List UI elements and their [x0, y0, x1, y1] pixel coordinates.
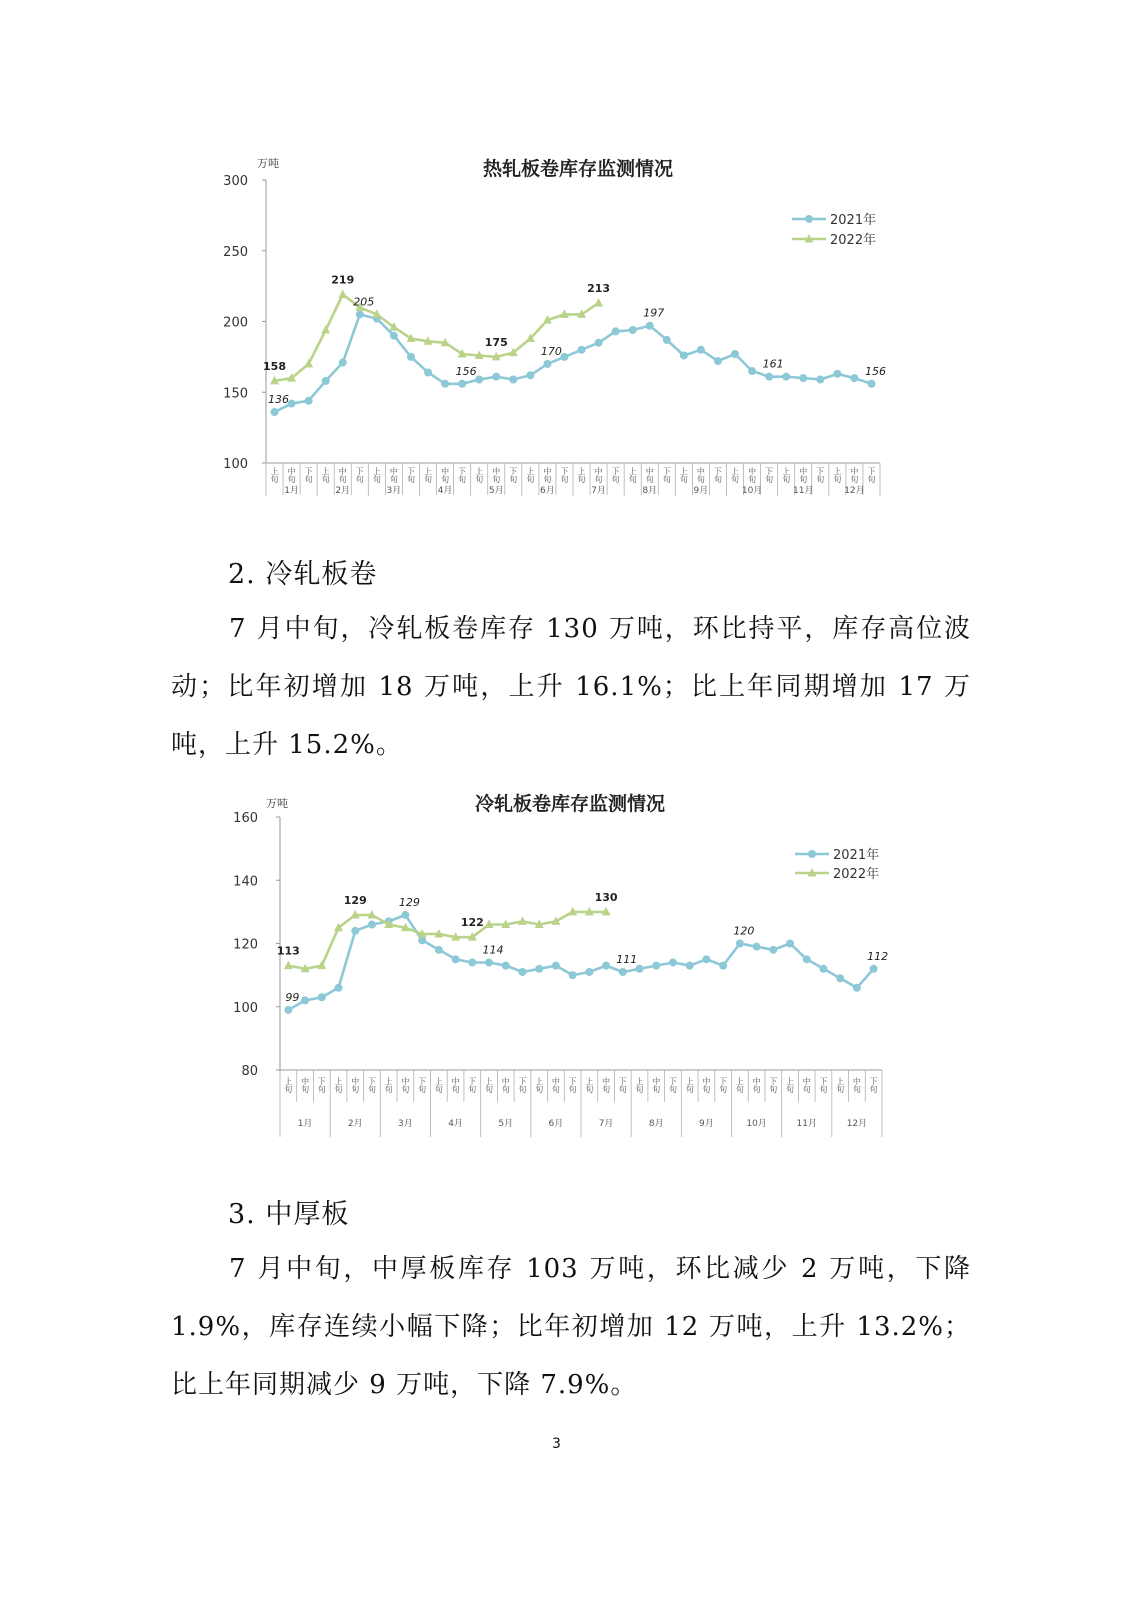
x-tick-label: 下旬	[713, 467, 723, 483]
series-1-point	[833, 370, 841, 378]
legend-marker-circle	[808, 850, 816, 858]
data-label: 130	[594, 890, 618, 904]
y-tick-label: 100	[223, 457, 248, 472]
x-tick-label: 下旬	[815, 467, 825, 483]
series-1-point	[799, 374, 807, 382]
month-label: 4月	[448, 1119, 463, 1129]
data-label: 122	[460, 916, 484, 930]
x-tick-label: 上旬	[835, 1077, 845, 1093]
x-tick-label: 下旬	[718, 1077, 728, 1093]
x-tick-label: 上旬	[484, 1077, 494, 1093]
series-1-point	[569, 971, 577, 979]
x-tick-label: 上旬	[832, 467, 842, 483]
series-1-point	[714, 357, 722, 365]
paragraph-cold-rolled: 7 月中旬，冷轧板卷库存 130 万吨，环比持平，库存高位波动；比年初增加 18 万吨，上升 16.1%；比上年同期增加 17 万吨，上升 15.2%。	[171, 614, 971, 760]
series-1-point	[669, 958, 677, 966]
x-tick-label: 下旬	[508, 467, 518, 483]
series-1-point	[543, 360, 551, 368]
series-1-point	[816, 376, 824, 384]
legend-label: 2021年	[833, 848, 880, 863]
series-1-point	[652, 962, 660, 970]
month-label: 2月	[335, 486, 351, 496]
x-tick-label: 中旬	[852, 1077, 862, 1093]
series-1-point	[786, 940, 794, 948]
series-2-point	[338, 290, 347, 299]
series-1-point	[526, 371, 534, 379]
month-label: 9月	[699, 1119, 714, 1129]
x-tick-label: 下旬	[764, 467, 774, 483]
series-1-point	[736, 940, 744, 948]
page-number: 3	[552, 1436, 561, 1452]
data-label: 197	[643, 306, 665, 320]
month-label: 12月	[844, 486, 865, 496]
series-1-point	[339, 359, 347, 367]
month-label: 12月	[846, 1119, 868, 1129]
series-2-point	[518, 916, 527, 925]
x-tick-label: 中旬	[752, 1077, 762, 1093]
x-tick-label: 上旬	[534, 1077, 544, 1093]
month-label: 9月	[693, 486, 709, 496]
chart-title: 冷轧板卷库存监测情况	[474, 793, 666, 815]
data-label: 136	[268, 393, 290, 407]
series-1-point	[452, 955, 460, 963]
legend-label: 2022年	[830, 233, 877, 248]
series-1-point	[663, 336, 671, 344]
x-tick-label: 中旬	[798, 467, 808, 483]
x-tick-label: 中旬	[300, 1077, 310, 1093]
y-tick-label: 80	[241, 1064, 258, 1079]
series-1-point	[850, 374, 858, 382]
series-line-1	[288, 915, 873, 1010]
x-tick-label: 下旬	[417, 1077, 427, 1093]
series-1-point	[502, 962, 510, 970]
legend-marker-circle	[805, 215, 813, 223]
month-label: 8月	[648, 1119, 664, 1129]
x-tick-label: 下旬	[367, 1077, 377, 1093]
x-tick-label: 中旬	[400, 1077, 410, 1093]
series-1-point	[870, 965, 878, 973]
legend-label: 2022年	[833, 867, 880, 882]
x-tick-label: 上旬	[635, 1077, 645, 1093]
x-tick-label: 上旬	[372, 467, 382, 483]
month-label: 11月	[793, 486, 814, 496]
series-1-point	[305, 397, 313, 405]
y-tick-label: 160	[233, 811, 258, 826]
x-tick-label: 下旬	[355, 467, 365, 483]
x-tick-label: 中旬	[287, 467, 297, 483]
x-tick-label: 中旬	[594, 467, 604, 483]
x-tick-label: 下旬	[662, 467, 672, 483]
x-tick-label: 上旬	[334, 1077, 344, 1093]
data-label: 156	[455, 364, 477, 378]
series-1-point	[552, 962, 560, 970]
series-1-point	[535, 965, 543, 973]
series-1-point	[595, 339, 603, 347]
month-label: 6月	[548, 1119, 564, 1129]
series-1-point	[441, 380, 449, 388]
series-1-point	[803, 955, 811, 963]
series-1-point	[435, 946, 443, 954]
x-tick-label: 上旬	[628, 467, 638, 483]
data-label: 112	[867, 949, 889, 963]
month-label: 2月	[347, 1119, 363, 1129]
series-1-point	[518, 968, 526, 976]
series-1-point	[836, 974, 844, 982]
data-label: 219	[331, 273, 355, 287]
month-label: 3月	[386, 486, 402, 496]
month-label: 10月	[746, 1119, 767, 1129]
series-1-point	[284, 1006, 292, 1014]
y-tick-label: 140	[233, 874, 258, 890]
series-1-point	[578, 346, 586, 354]
series-1-point	[680, 351, 688, 359]
x-tick-label: 上旬	[577, 467, 587, 483]
data-label: 129	[398, 896, 420, 910]
x-tick-label: 上旬	[321, 467, 331, 483]
x-tick-label: 下旬	[611, 467, 621, 483]
x-tick-label: 上旬	[781, 467, 791, 483]
y-tick-label: 250	[223, 244, 248, 260]
data-label: 170	[540, 344, 562, 358]
x-tick-label: 上旬	[584, 1077, 594, 1093]
x-tick-label: 下旬	[568, 1077, 578, 1093]
series-1-point	[390, 332, 398, 340]
x-tick-label: 上旬	[685, 1077, 695, 1093]
x-tick-label: 中旬	[701, 1077, 711, 1093]
x-tick-label: 下旬	[559, 467, 569, 483]
month-label: 7月	[598, 1119, 614, 1129]
data-label: 129	[343, 894, 367, 908]
series-1-point	[602, 962, 610, 970]
x-tick-label: 下旬	[304, 467, 314, 483]
legend-label: 2021年	[830, 213, 877, 228]
series-1-point	[686, 962, 694, 970]
series-1-point	[356, 310, 364, 318]
series-1-point	[509, 376, 517, 384]
x-tick-label: 中旬	[645, 467, 655, 483]
data-label: 158	[263, 359, 287, 373]
y-tick-label: 300	[223, 174, 248, 189]
series-1-point	[418, 936, 426, 944]
x-tick-label: 下旬	[869, 1077, 879, 1093]
month-label: 8月	[642, 486, 658, 496]
series-1-point	[301, 996, 309, 1004]
series-1-point	[782, 373, 790, 381]
series-1-point	[407, 353, 415, 361]
month-label: 10月	[741, 486, 763, 496]
series-1-point	[748, 367, 756, 375]
x-tick-label: 中旬	[350, 1077, 360, 1093]
series-1-point	[351, 927, 359, 935]
series-line-2	[288, 912, 606, 969]
x-tick-label: 中旬	[601, 1077, 611, 1093]
cold-rolled-coil-chart	[0, 780, 1131, 1180]
series-1-point	[867, 380, 875, 388]
series-1-point	[368, 921, 376, 929]
x-tick-label: 下旬	[517, 1077, 527, 1093]
x-tick-label: 下旬	[457, 467, 467, 483]
month-label: 4月	[437, 486, 453, 496]
chart-title: 热轧板卷库存监测情况	[482, 158, 674, 180]
x-tick-label: 上旬	[283, 1077, 293, 1093]
data-label: 213	[587, 282, 611, 296]
series-1-point	[612, 327, 620, 335]
series-1-point	[322, 377, 330, 385]
x-tick-label: 上旬	[434, 1077, 444, 1093]
series-line-2	[275, 295, 599, 381]
series-1-point	[769, 946, 777, 954]
x-tick-label: 中旬	[696, 467, 706, 483]
heading-medium-plate: 3. 中厚板	[228, 1199, 350, 1230]
series-1-point	[335, 984, 343, 992]
x-tick-label: 下旬	[668, 1077, 678, 1093]
series-1-point	[492, 373, 500, 381]
data-label: 114	[482, 943, 504, 957]
data-label: 113	[276, 944, 300, 958]
series-1-point	[731, 350, 739, 358]
data-label: 99	[285, 990, 300, 1004]
series-2-point	[594, 298, 603, 307]
series-1-point	[765, 373, 773, 381]
month-label: 5月	[488, 486, 504, 496]
series-1-point	[318, 993, 326, 1001]
series-1-point	[458, 380, 466, 388]
series-1-point	[585, 968, 593, 976]
x-tick-label: 中旬	[849, 467, 859, 483]
y-unit-label: 万吨	[266, 797, 288, 810]
series-1-point	[636, 965, 644, 973]
x-tick-label: 中旬	[440, 467, 450, 483]
x-tick-label: 下旬	[618, 1077, 628, 1093]
month-label: 1月	[297, 1119, 313, 1129]
x-tick-label: 中旬	[389, 467, 399, 483]
series-1-point	[619, 968, 627, 976]
x-tick-label: 中旬	[747, 467, 757, 483]
x-tick-label: 中旬	[501, 1077, 511, 1093]
x-tick-label: 下旬	[467, 1077, 477, 1093]
data-label: 156	[864, 364, 886, 378]
x-tick-label: 中旬	[542, 467, 552, 483]
x-tick-label: 上旬	[735, 1077, 745, 1093]
x-tick-label: 中旬	[651, 1077, 661, 1093]
series-1-point	[719, 962, 727, 970]
series-1-point	[819, 965, 827, 973]
x-tick-label: 下旬	[406, 467, 416, 483]
y-tick-label: 120	[233, 937, 258, 953]
series-1-point	[697, 346, 705, 354]
month-label: 1月	[284, 486, 299, 496]
x-tick-label: 上旬	[785, 1077, 795, 1093]
month-label: 6月	[540, 486, 555, 496]
x-tick-label: 中旬	[802, 1077, 812, 1093]
y-tick-label: 100	[233, 1000, 258, 1016]
x-tick-label: 上旬	[679, 467, 689, 483]
x-tick-label: 中旬	[491, 467, 501, 483]
month-label: 5月	[498, 1119, 514, 1129]
x-tick-label: 中旬	[338, 467, 348, 483]
x-tick-label: 上旬	[474, 467, 484, 483]
x-tick-label: 中旬	[451, 1077, 461, 1093]
series-1-point	[702, 955, 710, 963]
hot-rolled-coil-chart	[0, 0, 1131, 520]
x-tick-label: 上旬	[423, 467, 433, 483]
y-unit-label: 万吨	[257, 157, 279, 170]
paragraph-medium-plate: 7 月中旬，中厚板库存 103 万吨，环比减少 2 万吨，下降 1.9%，库存连续小幅下降；比年初增加 12 万吨，上升 13.2%；比上年同期减少 9 万吨，下降 7.9%。	[171, 1254, 971, 1400]
heading-cold-rolled: 2. 冷轧板卷	[228, 559, 378, 590]
series-1-point	[485, 958, 493, 966]
x-tick-label: 上旬	[270, 467, 280, 483]
series-1-point	[271, 408, 279, 416]
data-label: 205	[353, 295, 375, 309]
data-label: 120	[733, 924, 755, 938]
series-1-point	[401, 911, 409, 919]
month-label: 11月	[796, 1119, 817, 1129]
x-tick-label: 上旬	[730, 467, 740, 483]
x-tick-label: 中旬	[551, 1077, 561, 1093]
data-label: 161	[762, 357, 784, 371]
x-tick-label: 下旬	[818, 1077, 828, 1093]
x-tick-label: 上旬	[525, 467, 535, 483]
series-1-point	[753, 943, 761, 951]
x-tick-label: 下旬	[317, 1077, 327, 1093]
series-1-point	[646, 322, 654, 330]
x-tick-label: 下旬	[768, 1077, 778, 1093]
x-tick-label: 上旬	[384, 1077, 394, 1093]
y-tick-label: 150	[223, 386, 248, 402]
series-1-point	[424, 368, 432, 376]
data-label: 175	[484, 335, 508, 349]
y-tick-label: 200	[223, 315, 248, 331]
series-1-point	[629, 326, 637, 334]
x-tick-label: 下旬	[866, 467, 876, 483]
month-label: 3月	[398, 1119, 413, 1129]
month-label: 7月	[591, 486, 606, 496]
series-1-point	[853, 984, 861, 992]
series-1-point	[468, 958, 476, 966]
data-label: 111	[616, 952, 638, 966]
